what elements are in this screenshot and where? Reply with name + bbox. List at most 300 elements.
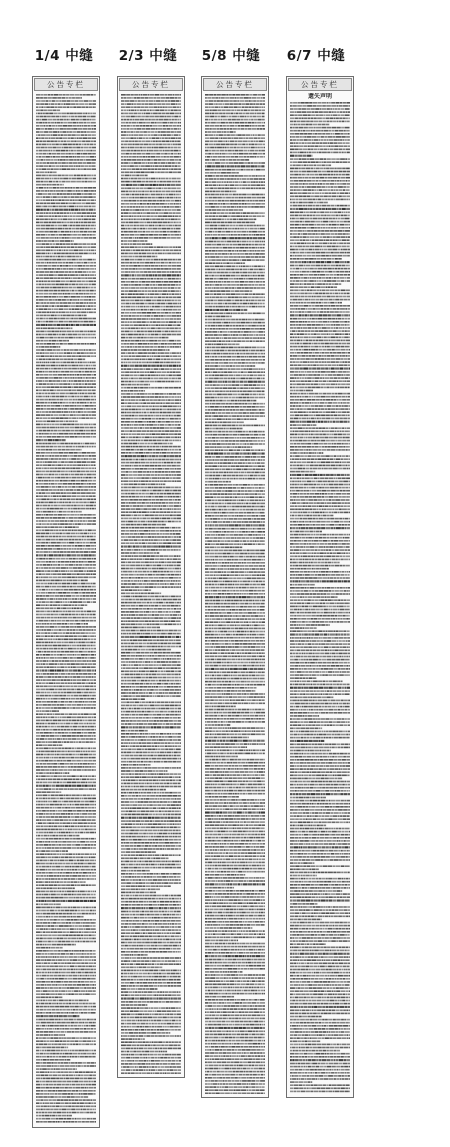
notice-text-line (121, 440, 181, 442)
notice-text-line (36, 343, 96, 345)
notice-text-line (121, 911, 181, 913)
notice-text-line (290, 465, 350, 467)
notice-text-line (290, 975, 350, 977)
notice-text-line (36, 393, 96, 395)
notice-text-line (36, 165, 96, 167)
notice-text-line (290, 380, 350, 382)
notice-text-line (205, 609, 265, 611)
notice-text-line (290, 825, 326, 827)
notice-text-line (290, 402, 350, 404)
notice-text-line (36, 94, 96, 96)
notice-text-line (205, 709, 265, 711)
notice-text-line (121, 842, 181, 844)
notice-text-line (290, 280, 350, 282)
notice-text-line (121, 1069, 181, 1071)
notice-text-line (290, 931, 350, 933)
notice-text-line (36, 919, 96, 921)
notice-text-line (205, 116, 265, 118)
notice-text-line (36, 748, 96, 750)
notice-text-line (290, 427, 350, 429)
notice-text-line (36, 925, 96, 927)
notice-text-line (121, 168, 181, 170)
notice-text-line (121, 967, 162, 969)
notice-text-line (36, 427, 96, 429)
notice-text-line (290, 922, 350, 924)
notice-text-line (121, 502, 181, 504)
notice-text-line (36, 231, 96, 233)
notice-text-line (205, 284, 265, 286)
notice-text-line (36, 250, 96, 252)
notice-text-line (205, 1086, 265, 1088)
notice-text-line (290, 343, 350, 345)
notice-text-line (121, 352, 181, 354)
notice-text-line (121, 194, 181, 196)
notice-text-line (121, 415, 181, 417)
notice-text-line (121, 749, 181, 751)
notice-text-line (36, 259, 96, 261)
notice-text-line (121, 100, 181, 102)
notice-text-line (121, 643, 181, 645)
notice-text-line (121, 443, 173, 445)
notice-text-line (290, 171, 350, 173)
notice-text-line (121, 767, 181, 769)
notice-text-line (290, 627, 317, 629)
notice-text-line (205, 159, 249, 161)
notice-heading-line (290, 1006, 350, 1008)
notice-text-line (121, 752, 181, 754)
notice-text-line (290, 818, 350, 820)
notice-text-line (205, 94, 265, 96)
notice-text-line (121, 792, 181, 794)
notice-text-line (121, 870, 150, 872)
notice-text-line (205, 547, 242, 549)
notice-text-line (36, 620, 96, 622)
notice-text-line (36, 190, 96, 192)
notice-text-line (36, 666, 96, 668)
notice-column-2 (117, 76, 185, 1078)
notice-text-line (121, 593, 161, 595)
notice-text-line (290, 768, 350, 770)
notice-text-line (290, 490, 350, 492)
notice-text-line (290, 271, 350, 273)
notice-text-line (290, 478, 350, 480)
notice-text-line (290, 224, 350, 226)
notice-text-line (290, 556, 350, 558)
notice-text-line (290, 484, 350, 486)
notice-text-line (205, 334, 265, 336)
notice-text-line (121, 948, 181, 950)
notice-text-line (121, 614, 181, 616)
notice-heading-line (290, 474, 350, 476)
notice-text-line (290, 487, 350, 489)
notice-text-line (121, 390, 145, 392)
notice-text-line (205, 300, 265, 302)
notice-text-line (205, 472, 265, 474)
notice-text-line (205, 281, 265, 283)
notice-text-line (36, 1044, 96, 1046)
notice-text-line (121, 300, 181, 302)
notice-text-line (205, 893, 265, 895)
notice-text-line (36, 910, 96, 912)
notice-text-line (36, 935, 96, 937)
notice-text-line (205, 927, 252, 929)
notice-text-line (205, 612, 265, 614)
notice-text-line (205, 465, 265, 467)
notice-text-line (36, 726, 96, 728)
notice-text-line (205, 1068, 265, 1070)
notice-text-line (36, 832, 96, 834)
notice-text-line (121, 1014, 181, 1016)
notice-text-line (205, 550, 265, 552)
notice-text-line (290, 355, 350, 357)
notice-text-line (205, 637, 265, 639)
notice-text-line (290, 1056, 350, 1058)
notice-heading-line (290, 421, 350, 423)
notice-text-line (205, 980, 265, 982)
notice-text-line (290, 812, 350, 814)
notice-text-line (36, 807, 96, 809)
notice-text-line (205, 437, 265, 439)
notice-text-line (290, 624, 330, 626)
notice-text-line (36, 829, 96, 831)
notice-text-line (36, 290, 96, 292)
notice-text-line (121, 474, 181, 476)
notice-heading-line (290, 1059, 350, 1061)
notice-text-line (121, 677, 181, 679)
notice-text-line (205, 1002, 265, 1004)
notice-text-line (290, 1081, 312, 1083)
notice-text-line (121, 1023, 181, 1025)
notice-text-line (205, 278, 265, 280)
notice-text-line (121, 723, 181, 725)
notice-text-line (36, 433, 96, 435)
notice-text-line (290, 384, 350, 386)
notice-text-line (205, 877, 265, 879)
notice-text-line (290, 502, 350, 504)
notice-text-line (121, 692, 181, 694)
notice-text-line (290, 893, 350, 895)
notice-heading-line (205, 453, 265, 455)
notice-text-line (36, 676, 96, 678)
notice-text-line (36, 997, 62, 999)
notice-text-line (121, 733, 181, 735)
notice-text-line (36, 907, 96, 909)
text-block-3 (205, 93, 265, 1094)
notice-text-line (36, 1115, 72, 1117)
notice-text-line (121, 770, 167, 772)
notice-text-line (36, 916, 84, 918)
notice-text-line (36, 103, 96, 105)
notice-text-line (205, 696, 265, 698)
notice-text-line (36, 274, 96, 276)
notice-text-line (290, 775, 350, 777)
notice-text-line (290, 512, 350, 514)
notice-text-line (205, 1074, 265, 1076)
notice-text-line (36, 346, 60, 348)
notice-text-line (36, 175, 96, 177)
notice-text-line (290, 139, 350, 141)
notice-text-line (205, 600, 265, 602)
notice-text-line (36, 632, 96, 634)
notice-text-line (290, 221, 350, 223)
notice-text-line (290, 784, 350, 786)
notice-text-line (121, 508, 181, 510)
notice-text-line (121, 879, 181, 881)
notice-text-line (290, 199, 350, 201)
notice-text-line (121, 823, 181, 825)
notice-text-line (121, 633, 181, 635)
notice-text-line (290, 481, 350, 483)
column-body-3 (205, 93, 265, 1094)
notice-text-line (290, 869, 319, 871)
notice-text-line (205, 1040, 265, 1042)
notice-text-line (205, 181, 265, 183)
notice-text-line (121, 355, 181, 357)
notice-text-line (121, 162, 181, 164)
notice-text-line (121, 568, 181, 570)
notice-text-line (205, 244, 265, 246)
notice-text-line (290, 862, 314, 864)
notice-text-line (205, 721, 265, 723)
notice-text-line (290, 718, 350, 720)
notice-text-line (205, 634, 265, 636)
notice-text-line (205, 275, 265, 277)
notice-text-line (121, 306, 181, 308)
notice-text-line (121, 1010, 181, 1012)
notice-text-line (290, 646, 350, 648)
notice-text-line (290, 311, 350, 313)
notice-text-line (205, 484, 265, 486)
notice-text-line (205, 987, 265, 989)
notice-text-line (205, 959, 265, 961)
notice-text-line (36, 604, 87, 606)
notice-text-line (290, 296, 350, 298)
notice-text-line (121, 297, 181, 299)
notice-text-line (205, 1049, 265, 1051)
notice-text-line (205, 937, 265, 939)
notice-text-line (36, 938, 96, 940)
notice-text-line (36, 1006, 96, 1008)
notice-text-line (290, 1022, 350, 1024)
notice-text-line (205, 431, 265, 433)
notice-text-line (121, 375, 181, 377)
notice-text-line (205, 325, 265, 327)
notice-text-line (36, 551, 96, 553)
notice-text-line (36, 184, 64, 186)
notice-text-line (205, 990, 265, 992)
notice-text-line (121, 627, 160, 629)
notice-text-line (205, 815, 265, 817)
notice-text-line (36, 1068, 77, 1070)
notice-text-line (121, 1063, 181, 1065)
notice-text-line (36, 617, 96, 619)
notice-text-line (290, 437, 350, 439)
notice-text-line (205, 805, 265, 807)
notice-text-line (205, 615, 265, 617)
notice-text-line (121, 602, 181, 604)
notice-text-line (290, 1044, 350, 1046)
notice-text-line (36, 769, 96, 771)
notice-text-line (205, 262, 245, 264)
notice-text-line (121, 942, 181, 944)
notice-text-line (36, 464, 96, 466)
notice-text-line (290, 108, 350, 110)
notice-text-line (121, 951, 181, 953)
notice-text-line (205, 449, 265, 451)
notice-text-line (36, 421, 78, 423)
notice-text-line (290, 136, 350, 138)
notice-text-line (121, 914, 181, 916)
notice-text-line (205, 328, 265, 330)
notice-heading-line (205, 165, 265, 167)
notice-column-3 (201, 76, 269, 1098)
notice-text-line (121, 674, 181, 676)
notice-text-line (36, 517, 96, 519)
notice-text-line (36, 352, 96, 354)
notice-text-line (205, 746, 247, 748)
notice-text-line (290, 346, 350, 348)
notice-text-line (205, 703, 265, 705)
notice-text-line (121, 786, 181, 788)
notice-text-line (36, 695, 96, 697)
notice-text-line (205, 215, 265, 217)
notice-text-line (121, 945, 181, 947)
notice-text-line (205, 231, 265, 233)
notice-text-line (290, 158, 350, 160)
notice-text-line (205, 553, 265, 555)
notice-heading-line (36, 209, 96, 211)
notice-text-line (290, 321, 350, 323)
notice-text-line (121, 371, 181, 373)
notice-text-line (290, 531, 322, 533)
notice-text-line (36, 592, 96, 594)
notice-text-line (205, 200, 265, 202)
notice-text-line (205, 974, 265, 976)
notice-text-line (36, 449, 81, 451)
notice-text-line (290, 709, 350, 711)
notice-text-line (121, 658, 181, 660)
notice-text-line (121, 449, 181, 451)
notice-text-line (121, 839, 181, 841)
notice-text-line (121, 854, 181, 856)
notice-text-line (205, 737, 249, 739)
notice-text-line (290, 906, 350, 908)
notice-text-line (36, 225, 96, 227)
notice-text-line (290, 878, 350, 880)
notice-text-line (36, 959, 96, 961)
notice-text-line (290, 630, 350, 632)
notice-text-line (36, 639, 96, 641)
notice-text-line (36, 113, 96, 115)
notice-text-line (205, 802, 265, 804)
notice-text-line (36, 779, 96, 781)
notice-text-line (36, 692, 96, 694)
notice-text-line (205, 1080, 265, 1082)
notice-text-line (121, 577, 181, 579)
notice-text-line (36, 775, 96, 777)
notice-text-line (290, 543, 350, 545)
notice-text-line (36, 408, 96, 410)
notice-text-line (205, 331, 265, 333)
notice-text-line (290, 571, 350, 573)
notice-text-line (205, 859, 265, 861)
notice-text-line (121, 359, 181, 361)
notice-text-line (290, 243, 350, 245)
notice-text-line (290, 606, 350, 608)
notice-text-line (121, 867, 181, 869)
notice-text-line (121, 284, 181, 286)
notice-text-line (121, 393, 181, 395)
notice-text-line (205, 808, 265, 810)
notice-text-line (290, 408, 350, 410)
notice-text-line (290, 747, 350, 749)
notice-text-line (36, 222, 96, 224)
notice-text-line (290, 537, 350, 539)
notice-text-line (290, 286, 337, 288)
notice-text-line (205, 456, 265, 458)
notice-text-line (36, 1087, 96, 1089)
notice-text-line (290, 233, 350, 235)
column-body-4 (290, 93, 350, 1094)
notice-text-line (290, 521, 350, 523)
notice-text-line (290, 753, 350, 755)
notice-text-line (36, 913, 96, 915)
notice-text-line (205, 880, 265, 882)
notice-text-line (121, 147, 181, 149)
notice-text-line (205, 840, 265, 842)
notice-text-line (205, 378, 265, 380)
notice-text-line (205, 188, 265, 190)
notice-text-line (36, 791, 61, 793)
notice-text-line (290, 706, 350, 708)
notice-text-line (205, 581, 265, 583)
notice-text-line (121, 991, 181, 993)
notice-text-line (290, 724, 350, 726)
notice-text-line (36, 234, 96, 236)
notice-text-line (290, 778, 342, 780)
notice-text-line (121, 689, 181, 691)
notice-text-line (290, 114, 350, 116)
notice-text-line (205, 753, 265, 755)
notice-text-line (205, 924, 265, 926)
notice-text-line (205, 718, 265, 720)
notice-text-line (121, 188, 181, 190)
notice-text-line (36, 97, 82, 99)
notice-text-line (290, 1053, 350, 1055)
notice-text-line (290, 293, 350, 295)
notice-text-line (290, 771, 350, 773)
notice-text-line (205, 693, 265, 695)
notice-heading-line (205, 1027, 265, 1029)
notice-text-line (121, 864, 181, 866)
notice-text-line (121, 378, 181, 380)
notice-text-line (290, 361, 350, 363)
notice-text-line (121, 552, 159, 554)
notice-text-line (36, 645, 96, 647)
notice-text-line (36, 947, 63, 949)
notice-text-line (36, 414, 96, 416)
notice-text-line (121, 542, 181, 544)
notice-text-line (205, 515, 265, 517)
notice-text-line (205, 493, 265, 495)
notice-text-line (36, 246, 96, 248)
notice-text-line (205, 316, 232, 318)
notice-text-line (290, 196, 350, 198)
notice-text-line (36, 990, 96, 992)
notice-text-line (205, 578, 265, 580)
notice-text-line (205, 643, 265, 645)
notice-text-line (36, 533, 96, 535)
